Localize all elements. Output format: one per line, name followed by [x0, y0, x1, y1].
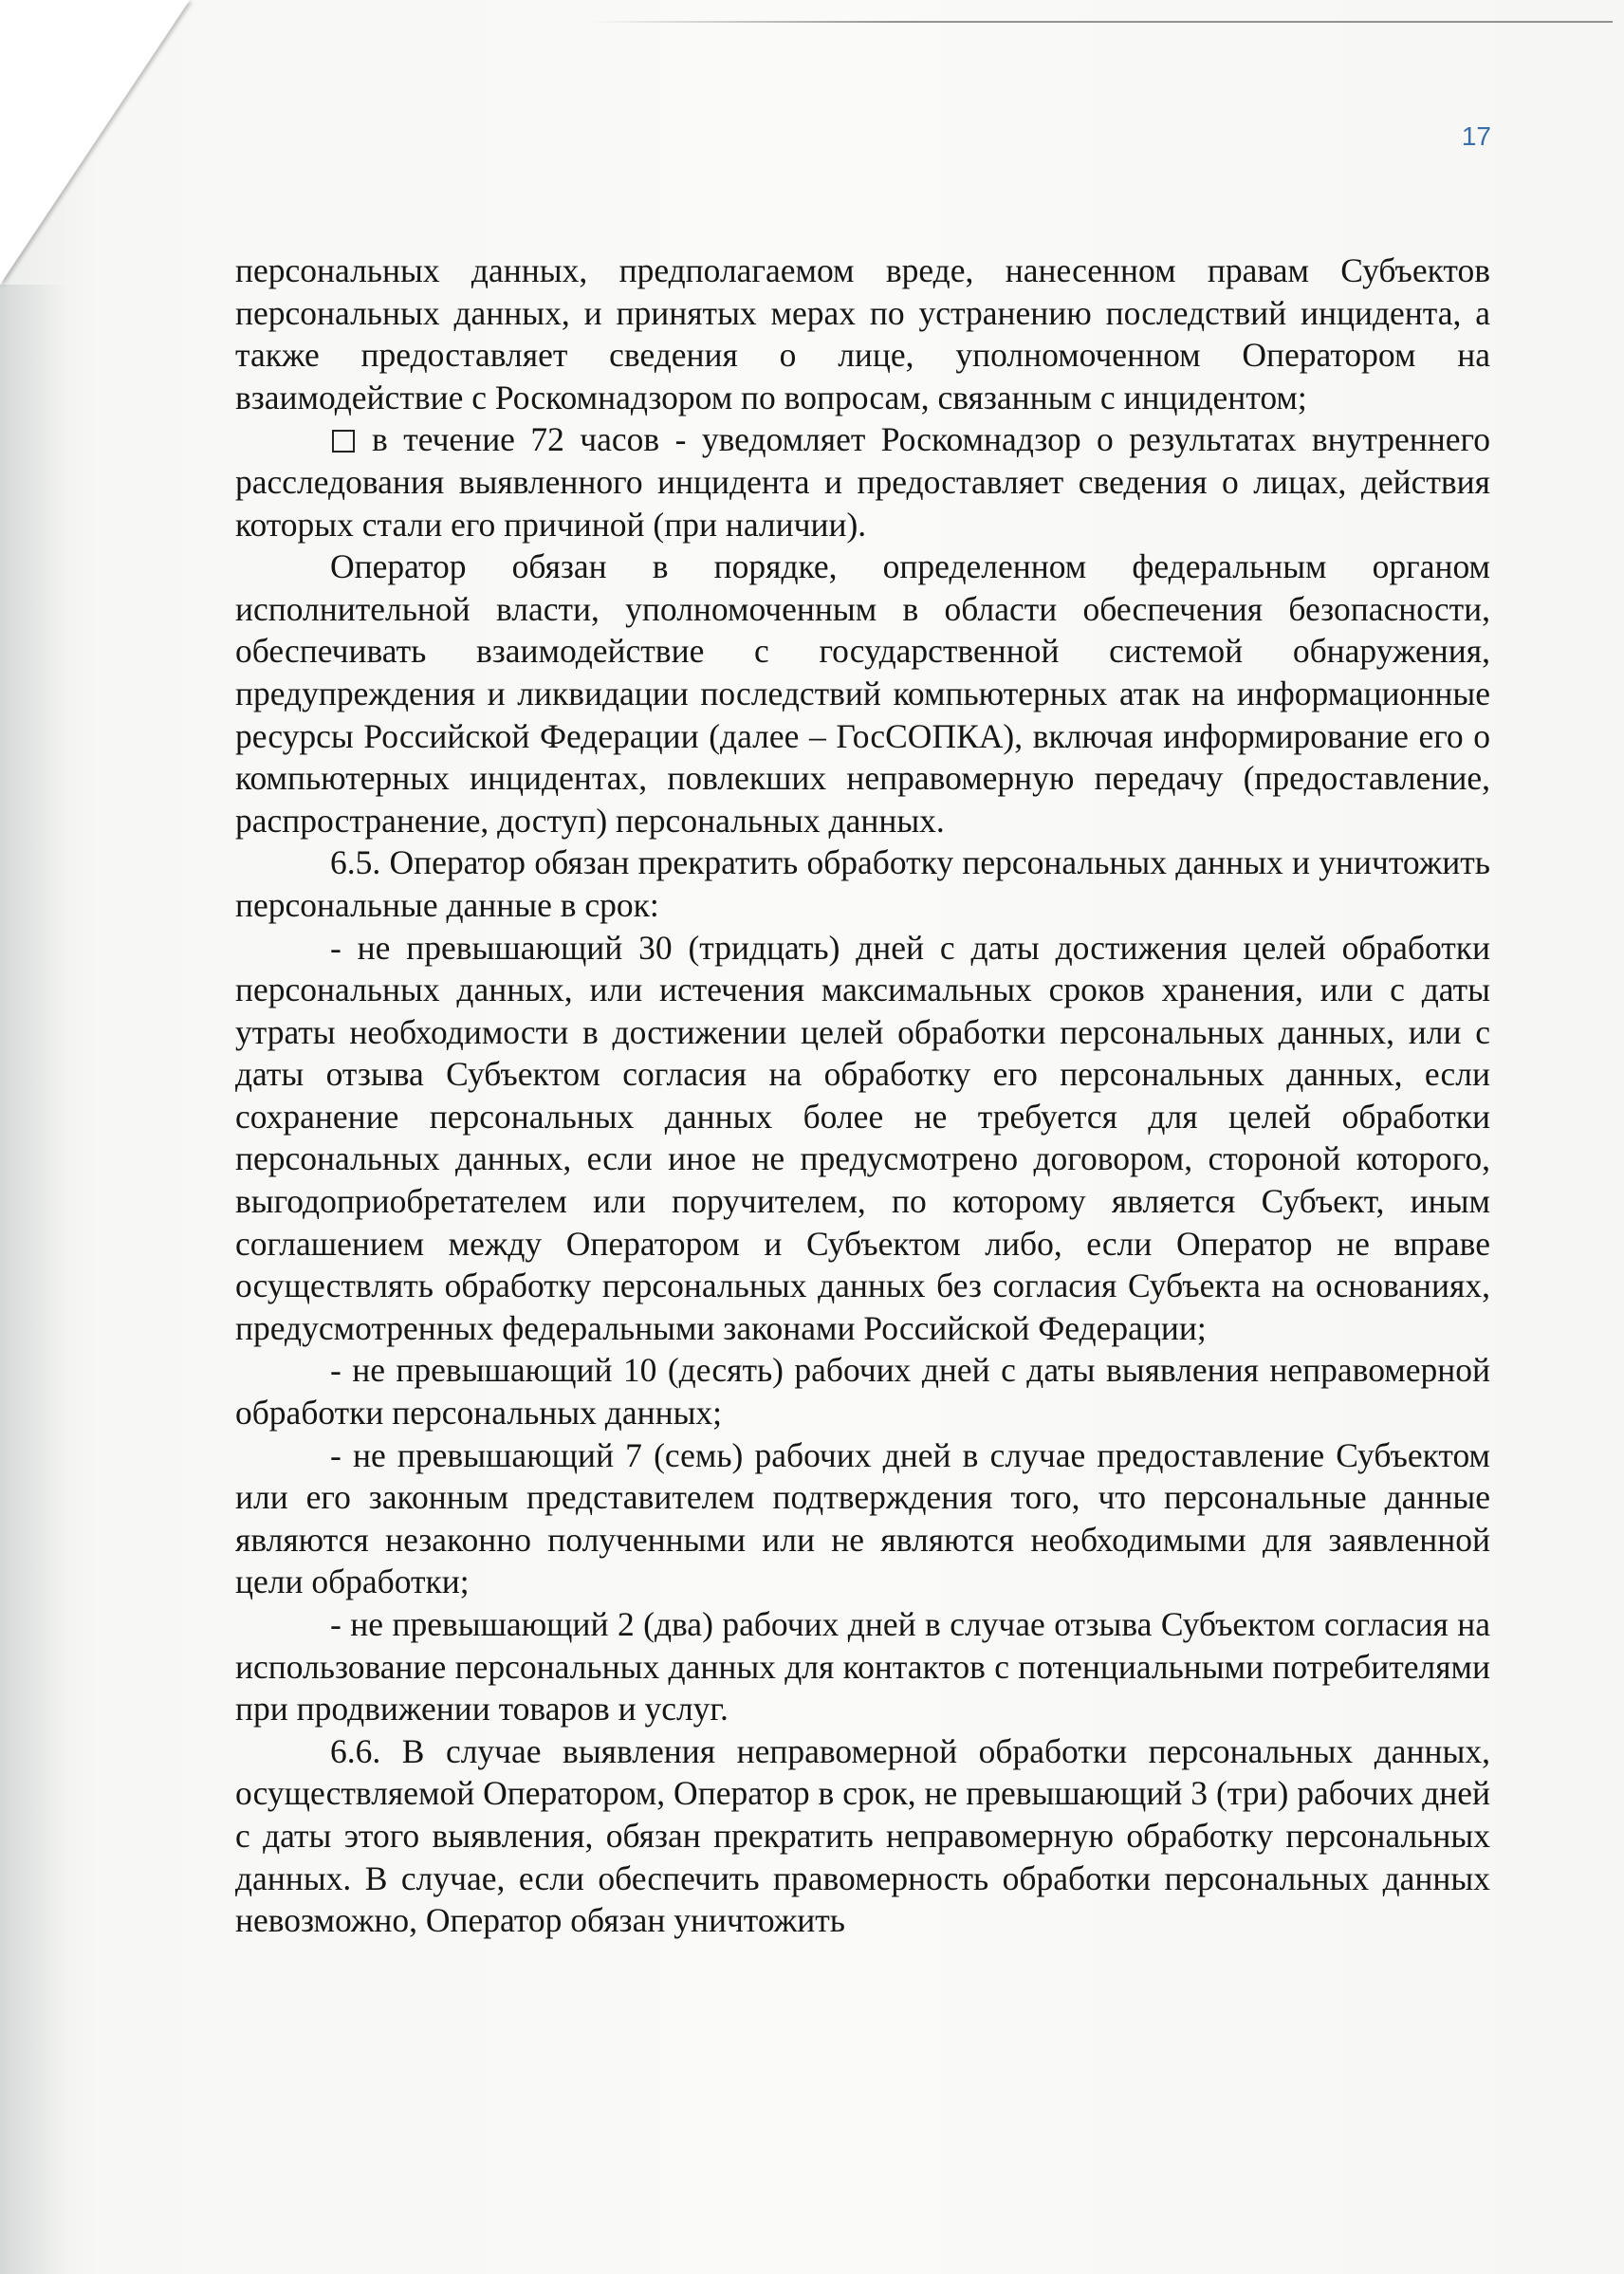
paragraph-text: - не превышающий 7 (семь) рабочих дней в случае предоставление Субъектом или его законным представителем подтверждения того, что персональные данные являются незаконно полученными или не являются необходимыми для заявленной цели обработки; — [235, 1435, 1490, 1601]
paragraph-text: Оператор обязан в порядке, определенном федеральным органом исполнительной власти, уполномоченным в области обеспечения безопасности, обеспечивать взаимодействие с государственной системой обнаружения, предупреждения и ликвидации последствий компьютерных атак на информационные ресурсы Российской Федерации (далее – ГосСОПКА), включая информирование его о компьютерных инцидентах, повлекших неправомерную передачу (предоставление, распространение, доступ) персональных данных. — [235, 547, 1490, 840]
checkbox-bullet-icon — [332, 430, 355, 453]
paragraph-7-days — [235, 1434, 1490, 1603]
paragraph-text: 6.6. В случае выявления неправомерной обработки персональных данных, осуществляемой Оператором, Оператор в срок, не превышающий 3 (три) рабочих дней с даты этого выявления, обязан прекратить неправомерную обработку персональных данных. В случае, если обеспечить правомерность обработки персональных данных невозможно, Оператор обязан уничтожить — [235, 1731, 1490, 1940]
paragraph-text: в течение 72 часов - уведомляет Роскомнадзор о результатах внутреннего расследования выявленного инцидента и предоставляет сведения о лицах, действия которых стали его причиной (при наличии). — [235, 420, 1490, 544]
paragraph-text: 6.5. Оператор обязан прекратить обработку персональных данных и уничтожить персональные данные в срок: — [235, 843, 1490, 924]
paragraph-72-hours — [235, 418, 1490, 545]
paragraph-2-days — [235, 1603, 1490, 1730]
paragraph-text: - не превышающий 10 (десять) рабочих дней с даты выявления неправомерной обработки персональных данных; — [235, 1351, 1490, 1433]
scan-edge-shadow — [0, 285, 66, 2274]
paragraph-text: - не превышающий 30 (тридцать) дней с даты достижения целей обработки персональных данных, или истечения максимальных сроков хранения, или с даты утраты необходимости в достижении целей обработки персональных данных, или с даты отзыва Субъектом согласия на обработку его персональных данных, если сохранение персональных данных более не требуется для целей обработки персональных данных, если иное не предусмотрено договором, стороной которого, выгодоприобретателем или поручителем, по которому является Субъект, иным соглашением между Оператором и Субъектом либо, если Оператор не вправе осуществлять обработку персональных данных без согласия Субъекта на основаниях, предусмотренных федеральными законами Российской Федерации; — [235, 928, 1490, 1347]
scan-top-edge — [588, 21, 1613, 23]
folded-corner — [0, 0, 190, 285]
document-body — [235, 250, 1490, 1942]
paragraph-incident-info — [235, 250, 1490, 418]
paragraph-30-days — [235, 927, 1490, 1350]
paragraph-10-days — [235, 1349, 1490, 1433]
page-number: 17 — [1461, 121, 1491, 151]
paragraph-6-6 — [235, 1730, 1490, 1942]
paragraph-text: - не превышающий 2 (два) рабочих дней в случае отзыва Субъектом согласия на использование персональных данных для контактов с потенциальными потребителями при продвижении товаров и услуг. — [235, 1605, 1490, 1729]
paragraph-text: персональных данных, предполагаемом вреде, нанесенном правам Субъектов персональных данных, и принятых мерах по устранению последствий инцидента, а также предоставляет сведения о лице, уполномоченном Оператором на взаимодействие с Роскомнадзором по вопросам, связанным с инцидентом; — [235, 251, 1490, 416]
paragraph-gossopka — [235, 545, 1490, 841]
paragraph-6-5 — [235, 841, 1490, 926]
